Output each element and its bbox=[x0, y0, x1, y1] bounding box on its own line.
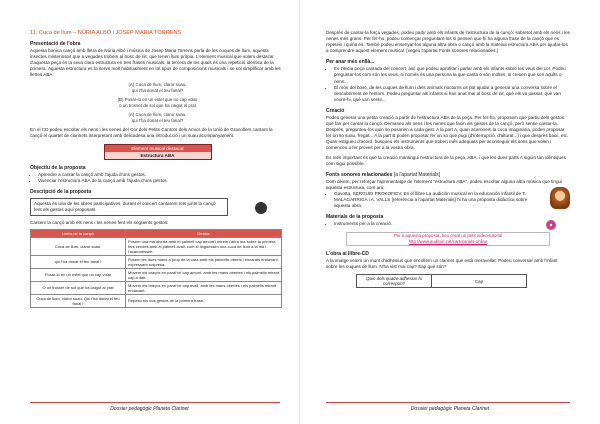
verse-line: qui t'ha donat el teu fanal? bbox=[131, 117, 184, 123]
video-link-box bbox=[346, 232, 550, 246]
table-row bbox=[31, 237, 282, 255]
cd-heading: L'obra al llibre-CD bbox=[326, 251, 369, 258]
video-icon bbox=[546, 220, 556, 230]
girl-portrait-icon bbox=[550, 187, 570, 209]
sources-item-block bbox=[326, 191, 570, 209]
materials-heading: Materials de la proposta bbox=[326, 214, 384, 221]
table-cell: Posem una mà oberta amb el palmell cap amunt i mirem l'altra mà sobre la primera fent cercles amb el palmell avall, com si tinguéssim una cuca de llum a la mà i l'acaronéssim. bbox=[126, 237, 282, 255]
verse-a2 bbox=[30, 112, 285, 123]
verse-b bbox=[30, 97, 285, 108]
intro-text: Després de cantar-la força vegades, podeu partir amb els infants de l'estructura de la cançó: sobretot amb els nens i les nenes més grans. Per fer-ho, podeu començar preguntant-los si pensen que hi ha alguna frase de la cançó que es repeteix i quina és. També podeu ensenyar-los alguna altra obra o cançó amb la mateixa estructura ABA per ajudar-los a comprendre aquest element musical. [vegeu l'apartat Fonts sonores relacionades.] bbox=[326, 30, 570, 54]
table-cell: Movem els braços en paral·lel cap amunt, amb les mans obertes i els palmells mirant cap a dalt. bbox=[126, 268, 282, 281]
song-title: 11. Cuca de llum – NÚRIA ALBÓ i JOSEP MARIA TORRENS bbox=[30, 30, 182, 36]
musical-element-box bbox=[104, 144, 212, 160]
list-item: • Vivenciar l'estructura ABA de la cançó amb l'ajuda d'uns gestos. bbox=[38, 178, 285, 184]
page-footer: Dossier pedagògic Planeta Clarinet bbox=[410, 406, 490, 412]
verse-line: (B) Posar-lo en un estel que no cap volar bbox=[117, 97, 198, 103]
sticker-table bbox=[356, 274, 527, 288]
table-intro: Cantem la cançó amb els nens i les nenes fent els següents gestos: bbox=[30, 220, 169, 226]
verse-line: (A) Cuca de llum, claror suau, bbox=[128, 82, 187, 88]
musical-element-value: Estructura ABA bbox=[105, 152, 211, 159]
description-heading: Descripció de la proposta bbox=[30, 189, 92, 196]
footer-divider bbox=[30, 402, 280, 403]
musical-element-label: Element musical destacat bbox=[105, 145, 211, 152]
table-header: Gestos bbox=[126, 229, 282, 237]
objective-list bbox=[30, 172, 285, 184]
verse-line: o un trosset de sol que ha caigut al prat bbox=[119, 102, 196, 108]
table-cell: qui t'ha donat el teu fanal? bbox=[31, 255, 126, 268]
table-row bbox=[31, 281, 282, 294]
table-cell: Cap bbox=[432, 275, 527, 288]
cd-book-text: A la imatge veiem un munt d'adhesius que encollem un clarinet que està meravellat. Podeu conversar amb l'infant sobre les cuques de llum. N'ha vist mai cap? Sap què són? bbox=[326, 258, 558, 270]
table-cell: Movem els braços en paral·lel cap avall, amb les mans obertes i els palmells mirant endavant. bbox=[126, 281, 282, 294]
table-cell: Cuca de llum, claror suau, Qui t'ha donat el teu fanal? bbox=[31, 294, 126, 307]
table-cell: Quin dels quatre adhesius hi correspon? bbox=[357, 275, 432, 288]
table-row bbox=[31, 255, 282, 268]
further-heading: Per anar més enllà... bbox=[326, 59, 375, 66]
list-item: • Aprendre a cantar la cançó amb l'ajuda d'uns gestos. bbox=[38, 172, 285, 178]
description-block bbox=[30, 198, 285, 216]
list-item: • Es t'inicia peça cantada del concert, així que podeu aprofitar i parlar amb els infants sobre les veus del cor. Podeu preguntar-los com són les veus, si nomès és una persona la que canta o són moltes, si creuen que son adults o nens... bbox=[334, 66, 570, 84]
table-row bbox=[357, 275, 527, 288]
table-cell: Posar-lo en un estel que no cap volar bbox=[31, 268, 126, 281]
ear-icon bbox=[255, 202, 267, 214]
table-header: Lletra de la cançó bbox=[31, 229, 126, 237]
sources-heading-title: Fonts sonores relacionades bbox=[326, 171, 393, 178]
description-box: Aquesta és una de les obres participatives, durant el concert cantarem tots junts la cançó fent els gestos aquí proposats. bbox=[30, 198, 228, 216]
objective-heading: Objectiu de la proposta bbox=[30, 165, 86, 172]
creation-heading: Creació bbox=[326, 107, 345, 114]
creation-text: Podeu generar una petita creació a partir de l'estructura ABA de la peça. Per fer-ho, proposem que partiu dels gestos que fan per cantar la cançó. Demaneu als nens i les nenes que facin els gestos de la cançó, però sense cantar-la. Després, pregunteu-los quin so posarien a cada gest. A la part A, quan acaronem la cuca imaginària, poden proposar fer un so suau, fregat... A la part B poden proposar fer un so que pugi (d'interrupció, d'alturat...) i que desprès baixi, etc. Quan estigueu d'acord, busqueu els instruments que troben més adequats per aconseguir els sons que volen i comenceu a fer proves per a la vostra obra. bbox=[326, 114, 569, 151]
table-cell: Cuca de llum, claror suau, bbox=[31, 237, 126, 255]
further-list bbox=[326, 66, 570, 103]
sources-list bbox=[326, 191, 540, 209]
table-header-row bbox=[31, 229, 282, 237]
footer-divider bbox=[326, 402, 570, 403]
verse-line: qui t'ha donat el teu fanal? bbox=[131, 87, 184, 93]
gestures-table bbox=[30, 229, 282, 308]
table-cell: Repetiu els dos gestos de la primera frase. bbox=[126, 294, 282, 307]
list-item: • El món del bosc, de les cuques de llum i dels animals nocturns us pot ajudar a generar una conversa sobre el descobriment de l'entorn. Podeu preguntar als infants si han anat mai al bosc de nit, què els va passar, què van veure-hi, què van sentir... bbox=[334, 85, 570, 103]
cd-text: En el CD podeu escoltar els nens i les nenes del Cor dels Petits Cantors dels Amics de la Unió de Granollers cantant la cançó el quartet de clarinets interpretant amb delicadesa una introducció i un suau acompanyament. bbox=[30, 126, 273, 138]
verse-a1 bbox=[30, 82, 285, 93]
creation-text-2: És més important és que la creació mantingui l'estructura de la peça, ABA, i que les dues parts A siguin tan idèntiques com sigui possible. bbox=[326, 154, 566, 166]
video-link-text: Per a aquesta proposta, heu creat un petit vídeo-tutorial bbox=[393, 233, 503, 239]
sources-heading-note: [a l'apartat Materials] bbox=[393, 171, 441, 178]
page-footer: Dossier pedagògic Planeta Clarinet bbox=[110, 406, 189, 412]
list-item: • Gavotta, SERGUEI PROKOFIEV. En el llibre La audición musical en la educación infantil de T. MALAGARRIGA i A. VALLS [referència a l'apartat Materials] hi ha una proposta didàctica sobre aquesta obra. bbox=[334, 191, 540, 209]
verse-line: (A) Cuca de llum, claror suau, bbox=[128, 112, 187, 118]
sources-heading bbox=[326, 172, 570, 178]
sources-text: Com dèiem, per reforçar l'aprenentatge de l'element "estructura ABA", podeu escoltar alguna altra música que tingui aquesta estructura, com ara: bbox=[326, 178, 563, 190]
materials-block bbox=[326, 214, 570, 227]
presentation-heading: Presentació de l'obra bbox=[30, 41, 81, 47]
table-cell: O un trosset de sol que ha caigut al prat bbox=[31, 281, 126, 294]
list-item: • Instruments per a la creació. bbox=[334, 221, 570, 227]
table-cell: Posem les dues mans a prop de la cara amb els palmells oberts i encarats endavant, expressant sorpresa. bbox=[126, 255, 282, 268]
right-page bbox=[300, 0, 600, 424]
video-link-url[interactable]: http://www.auditori.cat/cartutorials-online bbox=[408, 239, 488, 245]
table-row bbox=[31, 268, 282, 281]
materials-list bbox=[326, 221, 570, 227]
table-row bbox=[31, 294, 282, 307]
presentation-text: Aquesta bonica cançó amb lletra de Núria Albó i música de Josep Maria Torrens parla de les cuques de llum, aquests insectes misteriosos que a vegades trobem al bosc de nit, que tenen llum pròpia. L'element musical que volem destacar d'aquesta peça és la seva clara estructura en tres frases musicals. la tercera de les quals és una repetició idèntica de la primera. Aquesta estructura es fa servir molt habitualment en tot tipus de composicions musicals i se sol simplificar amb les lletres ABA. bbox=[30, 48, 281, 78]
